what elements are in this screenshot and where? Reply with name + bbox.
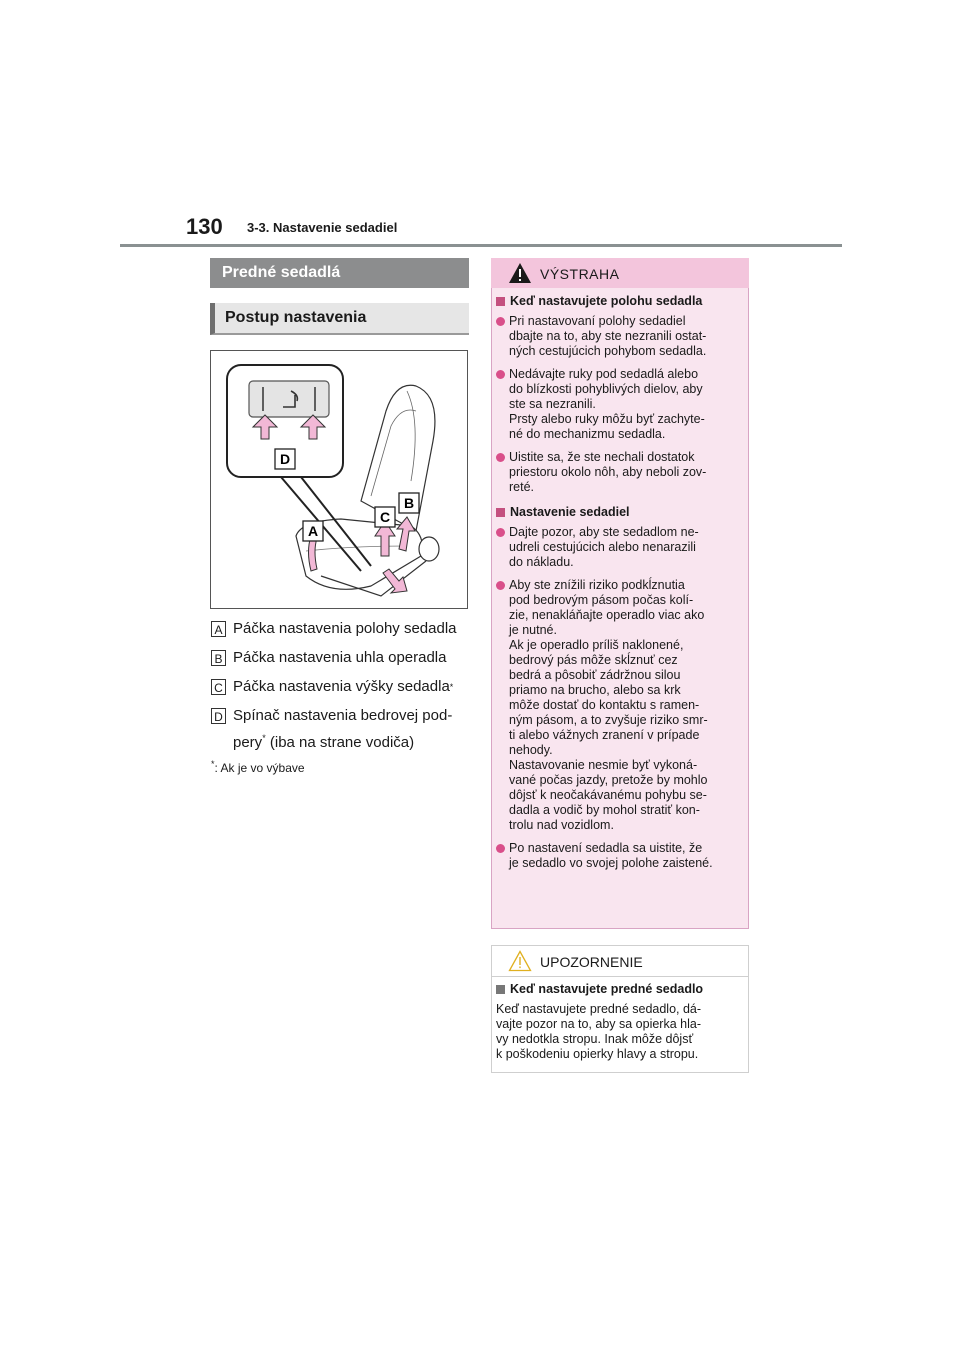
- footnote-text: : Ak je vo výbave: [214, 761, 305, 775]
- page-number: 130: [186, 214, 223, 239]
- square-bullet-icon: [496, 297, 505, 306]
- square-bullet-icon: [496, 985, 505, 994]
- legend-key: A: [211, 621, 226, 637]
- caution-title: UPOZORNENIE: [540, 954, 643, 970]
- legend-sup: *: [449, 681, 454, 692]
- legend-item-b: [211, 649, 447, 666]
- recline-dial: [419, 537, 439, 561]
- bullet-dot-icon: [496, 844, 505, 853]
- seat-illustration: [210, 350, 468, 609]
- bullet-dot-icon: [496, 453, 505, 462]
- legend-item-a: [211, 620, 457, 637]
- label-a: A: [307, 523, 319, 539]
- legend-text: Spínač nastavenia bedrovej pod-: [233, 707, 453, 724]
- caution-header-rule: [491, 976, 749, 977]
- caution-content: [496, 982, 744, 1062]
- warning-item: Nedávajte ruky pod sedadlá alebo do blízkosti pohyblivých dielov, aby ste sa nezranili. Prsty alebo ruky môžu byť zachyte- né do mechanizmu sedadla.: [496, 367, 744, 442]
- warning-item: Po nastavení sedadla sa uistite, že je sedadlo vo svojej polohe zaistené.: [496, 841, 744, 871]
- warning-content: [496, 294, 744, 871]
- bullet-dot-icon: [496, 317, 505, 326]
- square-bullet-icon: [496, 508, 505, 517]
- legend-cont-tail: (iba na strane vodiča): [265, 734, 415, 751]
- legend-text: Páčka nastavenia výšky sedadla: [233, 678, 450, 695]
- warning-heading-2: Nastavenie sedadiel: [496, 505, 744, 519]
- legend-text: Páčka nastavenia polohy sedadla: [233, 620, 457, 637]
- header-rule: [120, 244, 842, 247]
- footnote-mark: *: [211, 759, 215, 769]
- caution-heading: Keď nastavujete predné sedadlo: [496, 982, 744, 996]
- warning-item: Aby ste znížili riziko podkĺznutia pod bedrovým pásom počas kolí- zie, nenakláňajte operadlo viac ako je nutné. Ak je operadlo príliš naklonené, bedrový pás môže skĺznuť cez bedrá a pôsobiť zádržnou silou priamo na brucho, alebo sa krk môže dostať do kontaktu s ramen- ným pásom, a to zvyšuje riziko smr- ti alebo vážnych zranení v prípade nehody. Nastavovanie nesmie byť vykoná- vané počas jazdy, pretože by mohlo dôjsť k neočakávanému pohybu se- dadla a vodič by mohol stratiť kon- trolu nad vozidlom.: [496, 578, 744, 833]
- warning-title: VÝSTRAHA: [540, 266, 620, 282]
- bullet-dot-icon: [496, 370, 505, 379]
- legend-item-c: [211, 678, 453, 695]
- legend-key: D: [211, 708, 226, 724]
- label-b: B: [403, 495, 415, 511]
- legend-cont-sup: *: [262, 733, 266, 743]
- bullet-dot-icon: [496, 581, 505, 590]
- subsection-title: Postup nastavenia: [210, 303, 469, 335]
- legend-item-d: [211, 707, 452, 724]
- legend-key: C: [211, 679, 226, 695]
- seat-drawing: [211, 351, 467, 608]
- section-title: Predné sedadlá: [210, 258, 469, 288]
- lumbar-switch-panel: [249, 381, 329, 417]
- bullet-dot-icon: [496, 528, 505, 537]
- label-d: D: [279, 451, 291, 467]
- caution-text: Keď nastavujete predné sedadlo, dá- vajte pozor na to, aby sa opierka hla- vy nedotkla stropu. Inak môže dôjsť k poškodeniu opierky hlavy a stropu.: [496, 1002, 702, 1061]
- warning-item: Dajte pozor, aby ste sedadlom ne- udreli cestujúcich alebo nenarazili do nákladu.: [496, 525, 744, 570]
- label-c: C: [379, 509, 391, 525]
- height-down-arrow-icon: [383, 569, 407, 593]
- legend-item-d-continuation: [233, 733, 414, 751]
- warning-heading-1: Keď nastavujete polohu sedadla: [496, 294, 744, 308]
- legend-cont: pery: [233, 734, 263, 751]
- warning-item: Pri nastavovaní polohy sedadiel dbajte na to, aby ste nezranili ostat- ných cestujúcich pohybom sedadla.: [496, 314, 744, 359]
- footnote: [211, 759, 305, 775]
- caution-triangle-icon: [508, 950, 532, 972]
- legend-key: B: [211, 650, 226, 666]
- warning-triangle-icon: [508, 262, 532, 284]
- chapter-title: 3-3. Nastavenie sedadiel: [247, 220, 398, 235]
- seat-back-outline: [361, 385, 435, 531]
- legend-text: Páčka nastavenia uhla operadla: [233, 649, 447, 666]
- warning-item: Uistite sa, že ste nechali dostatok priestoru okolo nôh, aby neboli zov- reté.: [496, 450, 744, 495]
